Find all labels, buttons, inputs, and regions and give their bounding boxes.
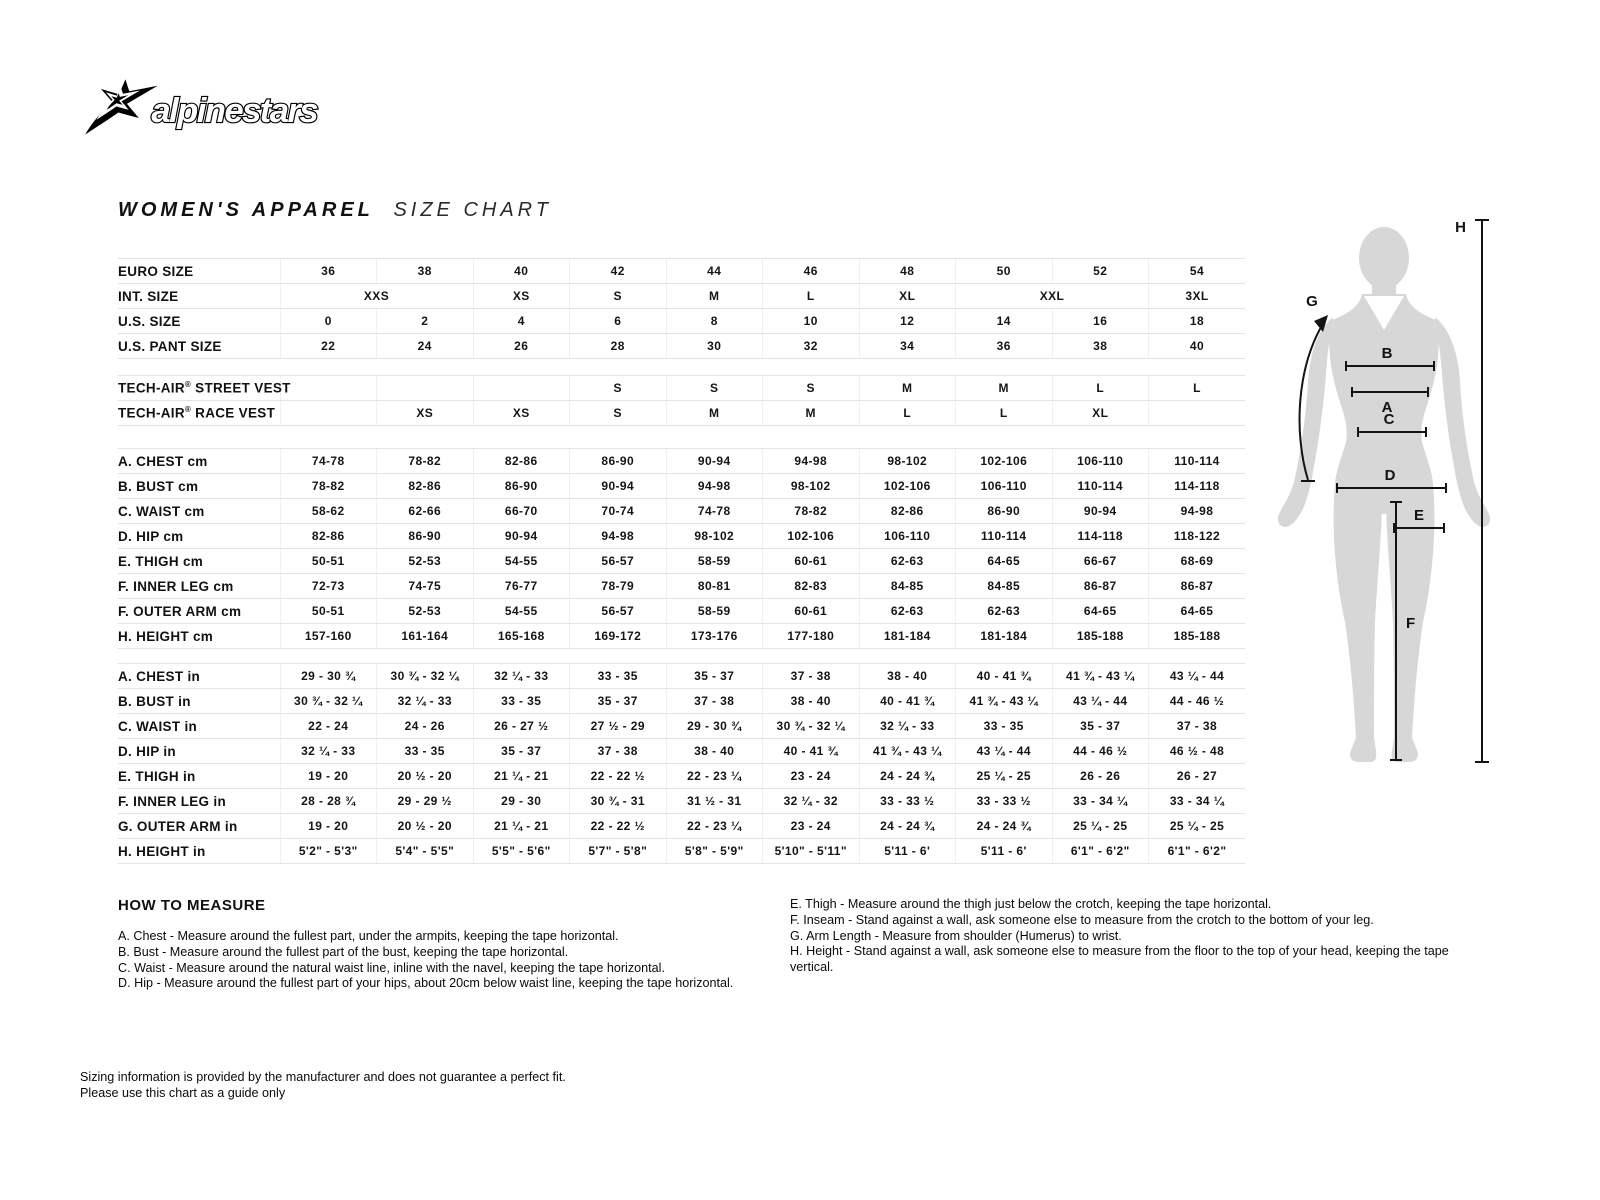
size-cell: 22 - 23 ¼ bbox=[666, 814, 763, 839]
size-cell: 64-65 bbox=[1149, 599, 1246, 624]
size-cell: 8 bbox=[666, 309, 763, 334]
size-cell: 25 ¼ - 25 bbox=[1149, 814, 1246, 839]
row-label: H. HEIGHT in bbox=[118, 839, 280, 864]
row-label: D. HIP in bbox=[118, 739, 280, 764]
size-cell: 29 - 30 bbox=[473, 789, 570, 814]
female-silhouette-icon bbox=[1262, 190, 1600, 815]
table-row bbox=[118, 814, 1245, 839]
size-cell: 64-65 bbox=[956, 549, 1053, 574]
size-cell: 114-118 bbox=[1149, 474, 1246, 499]
dim-label-chest: A bbox=[1381, 399, 1393, 416]
size-cell: S bbox=[570, 401, 667, 426]
dim-label-inseam: F bbox=[1406, 615, 1416, 632]
row-label: A. CHEST cm bbox=[118, 449, 280, 474]
size-cell: L bbox=[1149, 376, 1246, 401]
size-cell: 50-51 bbox=[280, 599, 377, 624]
size-cell: S bbox=[666, 376, 763, 401]
size-cell: 161-164 bbox=[377, 624, 474, 649]
size-cell: 86-90 bbox=[570, 449, 667, 474]
row-label: B. BUST in bbox=[118, 689, 280, 714]
size-cell: 44 bbox=[666, 259, 763, 284]
table-row bbox=[118, 334, 1245, 359]
table-row bbox=[118, 574, 1245, 599]
size-cell: 23 - 24 bbox=[763, 814, 860, 839]
row-label: EURO SIZE bbox=[118, 259, 280, 284]
dim-label-hip: D bbox=[1384, 467, 1396, 484]
size-cell: 33 - 33 ½ bbox=[956, 789, 1053, 814]
size-cell: 22 - 22 ½ bbox=[570, 814, 667, 839]
size-cell: M bbox=[666, 401, 763, 426]
size-cell: 10 bbox=[763, 309, 860, 334]
size-cell: 24 - 24 ¾ bbox=[859, 764, 956, 789]
size-cell: 30 bbox=[666, 334, 763, 359]
size-cell: 78-82 bbox=[280, 474, 377, 499]
size-cell: 5'10" - 5'11" bbox=[763, 839, 860, 864]
size-cell: 76-77 bbox=[473, 574, 570, 599]
size-cell: 54 bbox=[1149, 259, 1246, 284]
size-cell: 114-118 bbox=[1052, 524, 1149, 549]
size-cell: 74-75 bbox=[377, 574, 474, 599]
size-cell: 20 ½ - 20 bbox=[377, 764, 474, 789]
size-cell: 58-62 bbox=[280, 499, 377, 524]
size-cell: L bbox=[956, 401, 1053, 426]
row-label: G. OUTER ARM in bbox=[118, 814, 280, 839]
size-cell: 118-122 bbox=[1149, 524, 1246, 549]
size-chart-table-wrap bbox=[118, 258, 1245, 864]
size-cell: 29 - 30 ¾ bbox=[280, 664, 377, 689]
size-cell: 157-160 bbox=[280, 624, 377, 649]
size-cell: 38 bbox=[1052, 334, 1149, 359]
table-row bbox=[118, 376, 1245, 401]
size-cell: XL bbox=[1052, 401, 1149, 426]
size-cell: 94-98 bbox=[763, 449, 860, 474]
size-cell: 19 - 20 bbox=[280, 814, 377, 839]
size-cell: 94-98 bbox=[1149, 499, 1246, 524]
dim-label-bust: B bbox=[1381, 345, 1393, 362]
size-cell: 64-65 bbox=[1052, 599, 1149, 624]
size-cell: 21 ¼ - 21 bbox=[473, 814, 570, 839]
size-cell: 30 ¾ - 31 bbox=[570, 789, 667, 814]
row-label: B. BUST cm bbox=[118, 474, 280, 499]
size-cell: 36 bbox=[280, 259, 377, 284]
size-cell: 86-87 bbox=[1149, 574, 1246, 599]
row-label: E. THIGH in bbox=[118, 764, 280, 789]
size-cell: 60-61 bbox=[763, 599, 860, 624]
footer-disclaimer bbox=[80, 1069, 566, 1101]
size-cell bbox=[473, 376, 570, 401]
size-cell: 14 bbox=[956, 309, 1053, 334]
size-cell: 74-78 bbox=[280, 449, 377, 474]
size-cell: 22 - 23 ¼ bbox=[666, 764, 763, 789]
row-label: D. HIP cm bbox=[118, 524, 280, 549]
size-cell: 16 bbox=[1052, 309, 1149, 334]
size-cell: 54-55 bbox=[473, 599, 570, 624]
size-cell: 90-94 bbox=[1052, 499, 1149, 524]
size-cell: 41 ¾ - 43 ¼ bbox=[859, 739, 956, 764]
row-label: TECH-AIR® RACE VEST bbox=[118, 401, 280, 426]
size-cell: 28 - 28 ¾ bbox=[280, 789, 377, 814]
size-cell bbox=[1149, 401, 1246, 426]
size-cell: 98-102 bbox=[763, 474, 860, 499]
size-cell: 25 ¼ - 25 bbox=[956, 764, 1053, 789]
size-cell: 36 bbox=[956, 334, 1053, 359]
how-to-measure-left-column bbox=[118, 929, 768, 992]
size-cell: 102-106 bbox=[859, 474, 956, 499]
size-cell: 24 - 24 ¾ bbox=[859, 814, 956, 839]
size-cell: 86-87 bbox=[1052, 574, 1149, 599]
size-cell: 26 - 27 ½ bbox=[473, 714, 570, 739]
size-cell: 177-180 bbox=[763, 624, 860, 649]
size-cell: 24 - 24 ¾ bbox=[956, 814, 1053, 839]
how-to-measure-heading: HOW TO MEASURE bbox=[118, 897, 266, 914]
size-cell bbox=[280, 401, 377, 426]
size-cell: 18 bbox=[1149, 309, 1246, 334]
size-cell: 6 bbox=[570, 309, 667, 334]
size-cell: 86-90 bbox=[956, 499, 1053, 524]
size-cell: 23 - 24 bbox=[763, 764, 860, 789]
size-cell: 37 - 38 bbox=[763, 664, 860, 689]
size-cell: 56-57 bbox=[570, 599, 667, 624]
size-cell: 41 ¾ - 43 ¼ bbox=[956, 689, 1053, 714]
size-cell: 35 - 37 bbox=[473, 739, 570, 764]
size-cell: S bbox=[570, 284, 667, 309]
size-cell: 165-168 bbox=[473, 624, 570, 649]
size-cell: 38 bbox=[377, 259, 474, 284]
size-cell: 33 - 35 bbox=[473, 689, 570, 714]
footer-line-1: Sizing information is provided by the manufacturer and does not guarantee a perfect fit. bbox=[80, 1070, 566, 1084]
size-cell: 66-67 bbox=[1052, 549, 1149, 574]
size-cell: 5'11 - 6' bbox=[956, 839, 1053, 864]
table-row bbox=[118, 401, 1245, 426]
size-cell: 40 - 41 ¾ bbox=[763, 739, 860, 764]
size-cell: M bbox=[859, 376, 956, 401]
size-cell: 106-110 bbox=[1052, 449, 1149, 474]
alpinestars-logo bbox=[82, 70, 354, 144]
size-cell: L bbox=[859, 401, 956, 426]
size-cell: 52-53 bbox=[377, 599, 474, 624]
size-cell: 40 bbox=[1149, 334, 1246, 359]
table-row bbox=[118, 714, 1245, 739]
size-cell: 20 ½ - 20 bbox=[377, 814, 474, 839]
table-row bbox=[118, 689, 1245, 714]
size-cell: XS bbox=[473, 401, 570, 426]
size-cell: 62-63 bbox=[859, 599, 956, 624]
row-label: C. WAIST in bbox=[118, 714, 280, 739]
size-cell: 43 ¼ - 44 bbox=[1149, 664, 1246, 689]
size-cell: 110-114 bbox=[1149, 449, 1246, 474]
size-cell: 30 ¾ - 32 ¼ bbox=[280, 689, 377, 714]
size-cell: XL bbox=[859, 284, 956, 309]
size-cell: 2 bbox=[377, 309, 474, 334]
table-row bbox=[118, 284, 1245, 309]
size-cell: 40 bbox=[473, 259, 570, 284]
size-cell: XXS bbox=[280, 284, 473, 309]
size-cell: 90-94 bbox=[570, 474, 667, 499]
size-cell: 4 bbox=[473, 309, 570, 334]
how-to-measure-right-column bbox=[790, 897, 1462, 976]
size-cell: 12 bbox=[859, 309, 956, 334]
size-cell: 46 ½ - 48 bbox=[1149, 739, 1246, 764]
size-cell: 78-82 bbox=[763, 499, 860, 524]
size-cell: 33 - 34 ¼ bbox=[1149, 789, 1246, 814]
table-row bbox=[118, 499, 1245, 524]
size-cell: 32 ¼ - 33 bbox=[280, 739, 377, 764]
row-label: E. THIGH cm bbox=[118, 549, 280, 574]
size-cell: 185-188 bbox=[1052, 624, 1149, 649]
size-cell: 94-98 bbox=[666, 474, 763, 499]
size-cell: 68-69 bbox=[1149, 549, 1246, 574]
alpinestars-star-icon bbox=[82, 70, 354, 144]
table-group-spacer bbox=[118, 426, 1245, 449]
size-cell: 43 ¼ - 44 bbox=[1052, 689, 1149, 714]
dim-label-arm: G bbox=[1306, 293, 1318, 310]
table-row bbox=[118, 309, 1245, 334]
size-cell: 5'2" - 5'3" bbox=[280, 839, 377, 864]
size-cell: 32 ¼ - 32 bbox=[763, 789, 860, 814]
size-cell: 22 bbox=[280, 334, 377, 359]
row-label: F. INNER LEG in bbox=[118, 789, 280, 814]
row-label: INT. SIZE bbox=[118, 284, 280, 309]
size-cell: 21 ¼ - 21 bbox=[473, 764, 570, 789]
size-cell: 173-176 bbox=[666, 624, 763, 649]
measure-instruction: E. Thigh - Measure around the thigh just below the crotch, keeping the tape horizontal. bbox=[790, 897, 1272, 911]
table-row bbox=[118, 524, 1245, 549]
size-cell: 33 - 33 ½ bbox=[859, 789, 956, 814]
size-cell: 58-59 bbox=[666, 599, 763, 624]
size-cell: 66-70 bbox=[473, 499, 570, 524]
size-cell: 44 - 46 ½ bbox=[1149, 689, 1246, 714]
size-cell: 80-81 bbox=[666, 574, 763, 599]
page-title bbox=[118, 199, 552, 222]
size-cell: 106-110 bbox=[859, 524, 956, 549]
size-cell: 6'1" - 6'2" bbox=[1149, 839, 1246, 864]
measure-instruction: D. Hip - Measure around the fullest part of your hips, about 20cm below waist line, keeping the tape horizontal. bbox=[118, 976, 734, 991]
size-cell: 0 bbox=[280, 309, 377, 334]
size-cell: 98-102 bbox=[859, 449, 956, 474]
size-cell: 52 bbox=[1052, 259, 1149, 284]
row-label: C. WAIST cm bbox=[118, 499, 280, 524]
size-cell: 22 - 22 ½ bbox=[570, 764, 667, 789]
measure-instruction: B. Bust - Measure around the fullest part of the bust, keeping the tape horizontal. bbox=[118, 944, 569, 959]
size-cell: 29 - 29 ½ bbox=[377, 789, 474, 814]
dim-label-thigh: E bbox=[1413, 507, 1425, 524]
size-cell: 110-114 bbox=[956, 524, 1053, 549]
size-cell: 56-57 bbox=[570, 549, 667, 574]
size-cell: 86-90 bbox=[473, 474, 570, 499]
size-cell: 50 bbox=[956, 259, 1053, 284]
size-cell: 62-63 bbox=[859, 549, 956, 574]
size-cell: 72-73 bbox=[280, 574, 377, 599]
size-cell: 32 ¼ - 33 bbox=[473, 664, 570, 689]
size-cell: 30 ¾ - 32 ¼ bbox=[763, 714, 860, 739]
size-cell: 90-94 bbox=[666, 449, 763, 474]
size-cell: XXL bbox=[956, 284, 1149, 309]
size-cell: 27 ½ - 29 bbox=[570, 714, 667, 739]
measure-instruction: A. Chest - Measure around the fullest part, under the armpits, keeping the tape horizontal. bbox=[118, 929, 619, 943]
size-cell: 5'8" - 5'9" bbox=[666, 839, 763, 864]
size-cell: 54-55 bbox=[473, 549, 570, 574]
size-cell: 102-106 bbox=[763, 524, 860, 549]
table-group-spacer bbox=[118, 649, 1245, 664]
table-row bbox=[118, 739, 1245, 764]
size-cell: 102-106 bbox=[956, 449, 1053, 474]
size-cell: 32 bbox=[763, 334, 860, 359]
size-cell: 44 - 46 ½ bbox=[1052, 739, 1149, 764]
row-label: F. OUTER ARM cm bbox=[118, 599, 280, 624]
size-cell: 181-184 bbox=[956, 624, 1053, 649]
size-cell: L bbox=[1052, 376, 1149, 401]
size-cell: 26 - 27 bbox=[1149, 764, 1246, 789]
size-cell: 37 - 38 bbox=[1149, 714, 1246, 739]
measure-instruction: F. Inseam - Stand against a wall, ask someone else to measure from the crotch to the bottom of your leg. bbox=[790, 912, 1374, 927]
size-cell: M bbox=[666, 284, 763, 309]
table-row bbox=[118, 664, 1245, 689]
size-cell: 78-82 bbox=[377, 449, 474, 474]
size-cell: 90-94 bbox=[473, 524, 570, 549]
size-chart-table bbox=[118, 258, 1245, 864]
size-cell: 31 ½ - 31 bbox=[666, 789, 763, 814]
dim-label-height: H bbox=[1455, 219, 1466, 236]
footer-line-2: Please use this chart as a guide only bbox=[80, 1086, 286, 1100]
size-cell: 5'7" - 5'8" bbox=[570, 839, 667, 864]
size-cell: 82-86 bbox=[859, 499, 956, 524]
size-cell: 25 ¼ - 25 bbox=[1052, 814, 1149, 839]
size-cell: 98-102 bbox=[666, 524, 763, 549]
size-cell: 38 - 40 bbox=[666, 739, 763, 764]
row-label: U.S. PANT SIZE bbox=[118, 334, 280, 359]
body-measurement-diagram bbox=[1262, 190, 1600, 815]
size-cell: 82-83 bbox=[763, 574, 860, 599]
table-row bbox=[118, 474, 1245, 499]
size-cell: 37 - 38 bbox=[666, 689, 763, 714]
size-cell: 50-51 bbox=[280, 549, 377, 574]
size-cell: 30 ¾ - 32 ¼ bbox=[377, 664, 474, 689]
size-cell: 74-78 bbox=[666, 499, 763, 524]
size-cell: 46 bbox=[763, 259, 860, 284]
size-cell: 181-184 bbox=[859, 624, 956, 649]
size-cell: 40 - 41 ¾ bbox=[859, 689, 956, 714]
row-label: F. INNER LEG cm bbox=[118, 574, 280, 599]
size-cell: 28 bbox=[570, 334, 667, 359]
size-cell: 33 - 35 bbox=[377, 739, 474, 764]
page-title-sub: SIZE CHART bbox=[393, 199, 552, 221]
size-cell: 35 - 37 bbox=[1052, 714, 1149, 739]
size-cell: 38 - 40 bbox=[763, 689, 860, 714]
row-label: U.S. SIZE bbox=[118, 309, 280, 334]
size-cell: 5'4" - 5'5" bbox=[377, 839, 474, 864]
size-cell: 82-86 bbox=[473, 449, 570, 474]
size-cell: 26 bbox=[473, 334, 570, 359]
size-cell: 6'1" - 6'2" bbox=[1052, 839, 1149, 864]
size-cell: 40 - 41 ¾ bbox=[956, 664, 1053, 689]
row-label: H. HEIGHT cm bbox=[118, 624, 280, 649]
dim-label-waist: C bbox=[1383, 411, 1395, 428]
measure-instruction: H. Height - Stand against a wall, ask someone else to measure from the floor to the top of your head, keeping the tape vertical. bbox=[790, 944, 1449, 975]
size-cell: 60-61 bbox=[763, 549, 860, 574]
size-cell: 43 ¼ - 44 bbox=[956, 739, 1053, 764]
table-group-spacer bbox=[118, 359, 1245, 376]
size-cell: 48 bbox=[859, 259, 956, 284]
size-cell: 22 - 24 bbox=[280, 714, 377, 739]
size-cell: 78-79 bbox=[570, 574, 667, 599]
row-label: A. CHEST in bbox=[118, 664, 280, 689]
size-cell: XS bbox=[473, 284, 570, 309]
size-cell: 32 ¼ - 33 bbox=[377, 689, 474, 714]
size-cell: S bbox=[763, 376, 860, 401]
size-cell: 3XL bbox=[1149, 284, 1246, 309]
size-cell: 38 - 40 bbox=[859, 664, 956, 689]
size-cell: 19 - 20 bbox=[280, 764, 377, 789]
size-cell: 24 - 26 bbox=[377, 714, 474, 739]
size-cell: 62-63 bbox=[956, 599, 1053, 624]
table-row bbox=[118, 764, 1245, 789]
size-cell: 34 bbox=[859, 334, 956, 359]
size-cell: 110-114 bbox=[1052, 474, 1149, 499]
table-row bbox=[118, 549, 1245, 574]
table-row bbox=[118, 789, 1245, 814]
measure-instruction: C. Waist - Measure around the natural waist line, inline with the navel, keeping the tape horizontal. bbox=[118, 960, 665, 975]
table-row bbox=[118, 449, 1245, 474]
size-cell: 94-98 bbox=[570, 524, 667, 549]
size-cell bbox=[377, 376, 474, 401]
size-cell: 70-74 bbox=[570, 499, 667, 524]
size-cell: 5'11 - 6' bbox=[859, 839, 956, 864]
size-cell: 169-172 bbox=[570, 624, 667, 649]
size-cell: 84-85 bbox=[956, 574, 1053, 599]
size-cell: 35 - 37 bbox=[666, 664, 763, 689]
size-cell: 37 - 38 bbox=[570, 739, 667, 764]
table-row bbox=[118, 599, 1245, 624]
size-cell bbox=[280, 376, 377, 401]
size-cell: 33 - 35 bbox=[956, 714, 1053, 739]
size-cell: 41 ¾ - 43 ¼ bbox=[1052, 664, 1149, 689]
size-cell: 42 bbox=[570, 259, 667, 284]
table-row bbox=[118, 839, 1245, 864]
size-cell: XS bbox=[377, 401, 474, 426]
page-title-main: WOMEN'S APPAREL bbox=[118, 199, 374, 221]
size-cell: 33 - 34 ¼ bbox=[1052, 789, 1149, 814]
size-cell: 62-66 bbox=[377, 499, 474, 524]
size-cell: 58-59 bbox=[666, 549, 763, 574]
size-cell: 82-86 bbox=[280, 524, 377, 549]
size-cell: 84-85 bbox=[859, 574, 956, 599]
size-cell: 32 ¼ - 33 bbox=[859, 714, 956, 739]
measure-instruction: G. Arm Length - Measure from shoulder (Humerus) to wrist. bbox=[790, 928, 1122, 943]
size-cell: 35 - 37 bbox=[570, 689, 667, 714]
size-cell: M bbox=[763, 401, 860, 426]
row-label: TECH-AIR® STREET VEST bbox=[118, 376, 280, 401]
size-cell: 185-188 bbox=[1149, 624, 1246, 649]
size-cell: 82-86 bbox=[377, 474, 474, 499]
size-cell: 24 bbox=[377, 334, 474, 359]
size-cell: M bbox=[956, 376, 1053, 401]
table-row bbox=[118, 624, 1245, 649]
size-cell: 106-110 bbox=[956, 474, 1053, 499]
table-row bbox=[118, 259, 1245, 284]
size-cell: S bbox=[570, 376, 667, 401]
logo-wordmark: alpinestars bbox=[151, 91, 318, 130]
size-table-body bbox=[118, 259, 1245, 864]
size-cell: 29 - 30 ¾ bbox=[666, 714, 763, 739]
size-cell: L bbox=[763, 284, 860, 309]
size-cell: 52-53 bbox=[377, 549, 474, 574]
size-cell: 5'5" - 5'6" bbox=[473, 839, 570, 864]
size-cell: 26 - 26 bbox=[1052, 764, 1149, 789]
size-cell: 86-90 bbox=[377, 524, 474, 549]
size-cell: 33 - 35 bbox=[570, 664, 667, 689]
